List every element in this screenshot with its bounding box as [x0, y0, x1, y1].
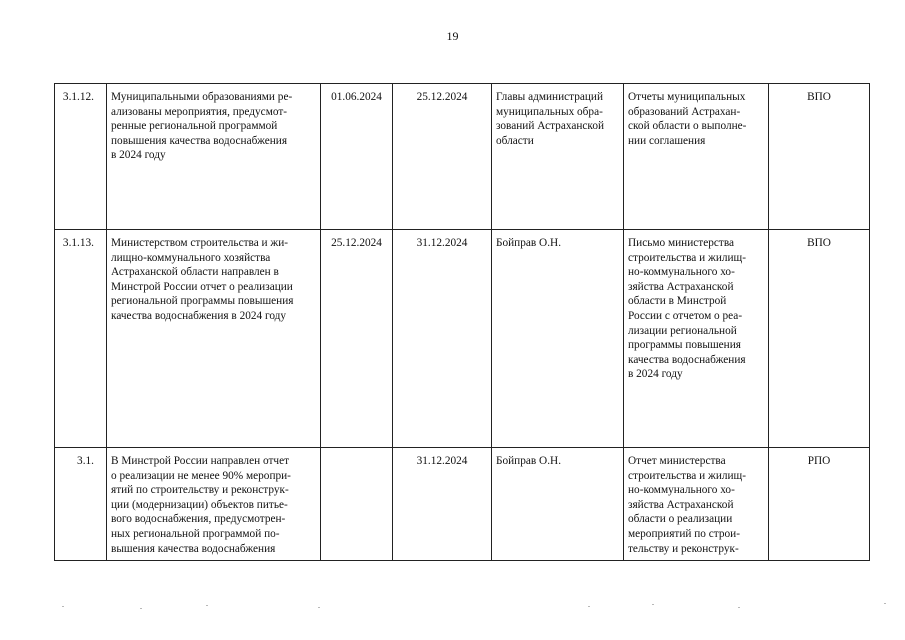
- activities-table: [54, 83, 870, 561]
- item-type: ВПО: [769, 230, 870, 448]
- scan-noise: [0, 600, 905, 620]
- item-type: РПО: [769, 448, 870, 561]
- result-document: Отчет министерства строительства и жилищ- но-коммунального хо- зяйства Астраханской области о реализации мероприятий по строи- тельству и реконструк-: [624, 448, 769, 561]
- table-row-3-1: [55, 448, 870, 561]
- item-number: 3.1.13.: [55, 230, 107, 448]
- table-row-3-1-13: [55, 230, 870, 448]
- start-date: [321, 448, 393, 561]
- end-date: 31.12.2024: [393, 448, 492, 561]
- responsible-person: Бойправ О.Н.: [492, 230, 624, 448]
- item-number: 3.1.: [55, 448, 107, 561]
- end-date: 31.12.2024: [393, 230, 492, 448]
- responsible-person: Бойправ О.Н.: [492, 448, 624, 561]
- start-date: 25.12.2024: [321, 230, 393, 448]
- page-number: 19: [446, 29, 459, 43]
- end-date: 25.12.2024: [393, 84, 492, 230]
- item-number: 3.1.12.: [55, 84, 107, 230]
- item-description: В Минстрой России направлен отчет о реализации не менее 90% меропри- ятий по строительству и реконструк- ции (модернизации) объектов питье- вого водоснабжения, предусмотрен- ных региональной программой по- вышения качества водоснабжения: [107, 448, 321, 561]
- item-type: ВПО: [769, 84, 870, 230]
- item-description: Министерством строительства и жи- лищно-коммунального хозяйства Астраханской области направлен в Минстрой России отчет о реализации региональной программы повышения качества водоснабжения в 2024 году: [107, 230, 321, 448]
- result-document: Отчеты муниципальных образований Астрахан- ской области о выполне- нии соглашения: [624, 84, 769, 230]
- table-row-3-1-12: [55, 84, 870, 230]
- result-document: Письмо министерства строительства и жилищ- но-коммунального хо- зяйства Астраханской области в Минстрой России с отчетом о реа- лизации региональной программы повышения качества водоснабжения в 2024 году: [624, 230, 769, 448]
- item-description: Муниципальными образованиями ре- ализованы мероприятия, предусмот- ренные региональной программой повышения качества водоснабжения в 2024 году: [107, 84, 321, 230]
- start-date: 01.06.2024: [321, 84, 393, 230]
- responsible-person: Главы администраций муниципальных обра- зований Астраханской области: [492, 84, 624, 230]
